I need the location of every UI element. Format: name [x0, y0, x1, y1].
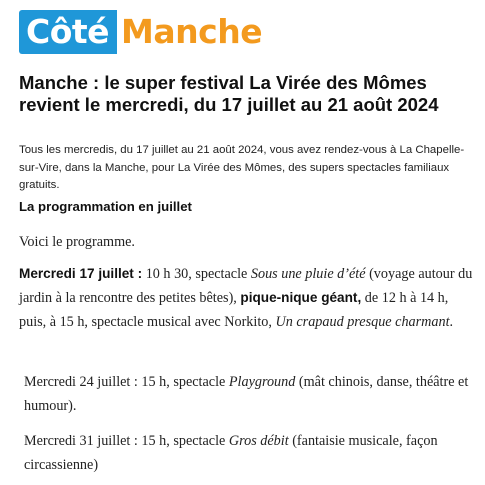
article-headline: Manche : le super festival La Virée des Mômes revient le mercredi, du 17 juillet au 21 août 2024 — [19, 72, 439, 115]
show-title: Playground — [228, 374, 296, 390]
show-title: Gros débit — [228, 433, 289, 449]
program-text: de 12 h à 14 h, puis, à 15 h, spectacle musical avec Norkito, — [19, 290, 449, 330]
program-text: Mercredi 31 juillet : 15 h, spectacle — [24, 433, 229, 449]
section-heading: La programmation en juillet — [19, 199, 192, 214]
show-title: Un crapaud presque charmant — [275, 314, 450, 330]
picnic-highlight: pique-nique géant, — [240, 290, 362, 305]
program-july-17 — [19, 262, 474, 334]
site-logo[interactable] — [19, 10, 262, 54]
program-text: Mercredi 24 juillet : 15 h, spectacle — [24, 374, 229, 390]
program-text: (voyage autour du jardin à la rencontre des petites bêtes), — [19, 266, 473, 306]
logo-part-manche: Manche — [117, 10, 262, 54]
article-lead: Tous les mercredis, du 17 juillet au 21 août 2024, vous avez rendez-vous à La Chapelle-sur-Vire, dans la Manche, pour La Virée des Mômes, des supers spectacles familiaux gratuits. — [19, 144, 465, 191]
program-text: (fantaisie musicale, façon circassienne) — [24, 433, 438, 473]
intro-paragraph: Voici le programme. — [19, 234, 135, 250]
program-text: (mât chinois, danse, théâtre et humour). — [24, 374, 469, 414]
program-july-24 — [24, 370, 479, 418]
program-text: 10 h 30, spectacle — [142, 266, 251, 282]
show-title: Sous une pluie d’été — [250, 266, 366, 282]
logo-part-cote: Côté — [19, 10, 117, 54]
date-label: Mercredi 17 juillet : — [19, 266, 143, 281]
program-july-31 — [24, 429, 479, 477]
program-text: . — [449, 314, 454, 330]
